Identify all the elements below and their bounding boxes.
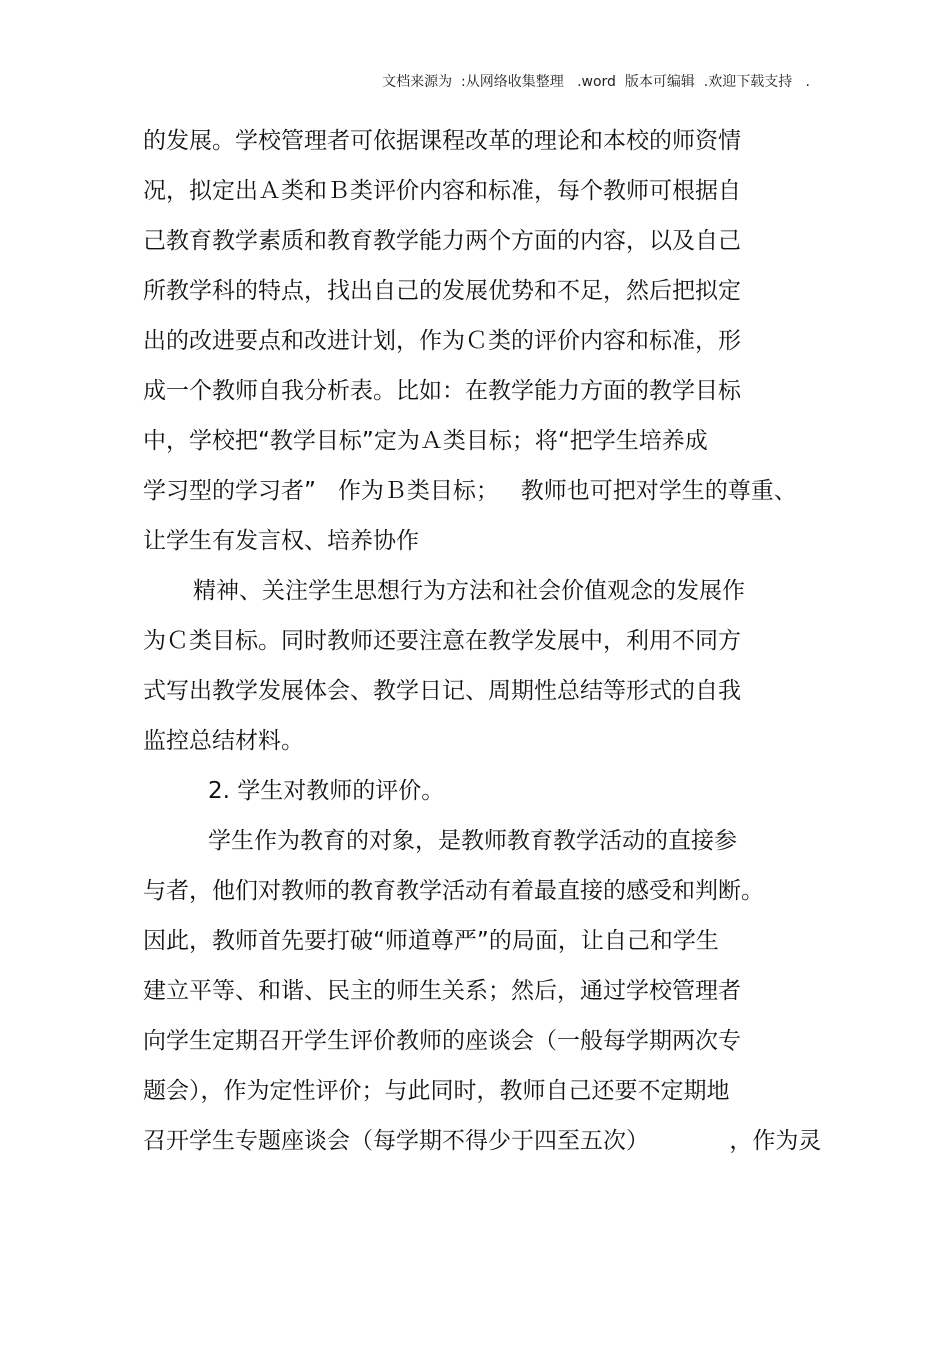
- text-line: 式写出教学发展体会、教学日记、周期性总结等形式的自我: [143, 678, 741, 704]
- paragraph-first-line: 学生作为教育的对象，是教师教育教学活动的直接参: [208, 828, 737, 854]
- text-line: 监控总结材料。: [143, 728, 304, 754]
- text-line: 建立平等、和谐、民主的师生关系；然后，通过学校管理者: [143, 978, 741, 1004]
- text-line: 召开学生专题座谈会（每学期不得少于四至五次） ，作为灵: [143, 1128, 822, 1154]
- text-line: 因此，教师首先要打破“师道尊严”的局面，让自己和学生: [143, 928, 719, 954]
- text-line: 学习型的学习者” 作为Ｂ类目标； 教师也可把对学生的尊重、: [143, 478, 797, 504]
- text-line: 中，学校把“教学目标”定为Ａ类目标；将“把学生培养成: [143, 428, 708, 454]
- text-line: 题会），作为定性评价；与此同时，教师自己还要不定期地: [143, 1078, 730, 1104]
- text-line: 出的改进要点和改进计划，作为Ｃ类的评价内容和标准，形: [143, 328, 741, 354]
- text-line: 与者，他们对教师的教育教学活动有着最直接的感受和判断。: [143, 878, 764, 904]
- text-line: 所教学科的特点，找出自己的发展优势和不足，然后把拟定: [143, 278, 741, 304]
- page-header-source-note: 文档来源为 :从网络收集整理 .word 版本可编辑 .欢迎下载支持 .: [382, 74, 810, 90]
- text-line: 为Ｃ类目标。同时教师还要注意在教学发展中，利用不同方: [143, 628, 741, 654]
- text-line: 的发展。学校管理者可依据课程改革的理论和本校的师资情: [143, 128, 741, 154]
- text-line: 向学生定期召开学生评价教师的座谈会（一般每学期两次专: [143, 1028, 741, 1054]
- text-line: 己教育教学素质和教育教学能力两个方面的内容，以及自己: [143, 228, 741, 254]
- text-line: 成一个教师自我分析表。比如：在教学能力方面的教学目标: [143, 378, 741, 404]
- text-line: 况，拟定出Ａ类和Ｂ类评价内容和标准，每个教师可根据自: [143, 178, 741, 204]
- text-line: 让学生有发言权、培养协作: [143, 528, 419, 554]
- paragraph-first-line: 精神、关注学生思想行为方法和社会价值观念的发展作: [193, 578, 745, 604]
- section-heading: 2. 学生对教师的评价。: [208, 778, 445, 804]
